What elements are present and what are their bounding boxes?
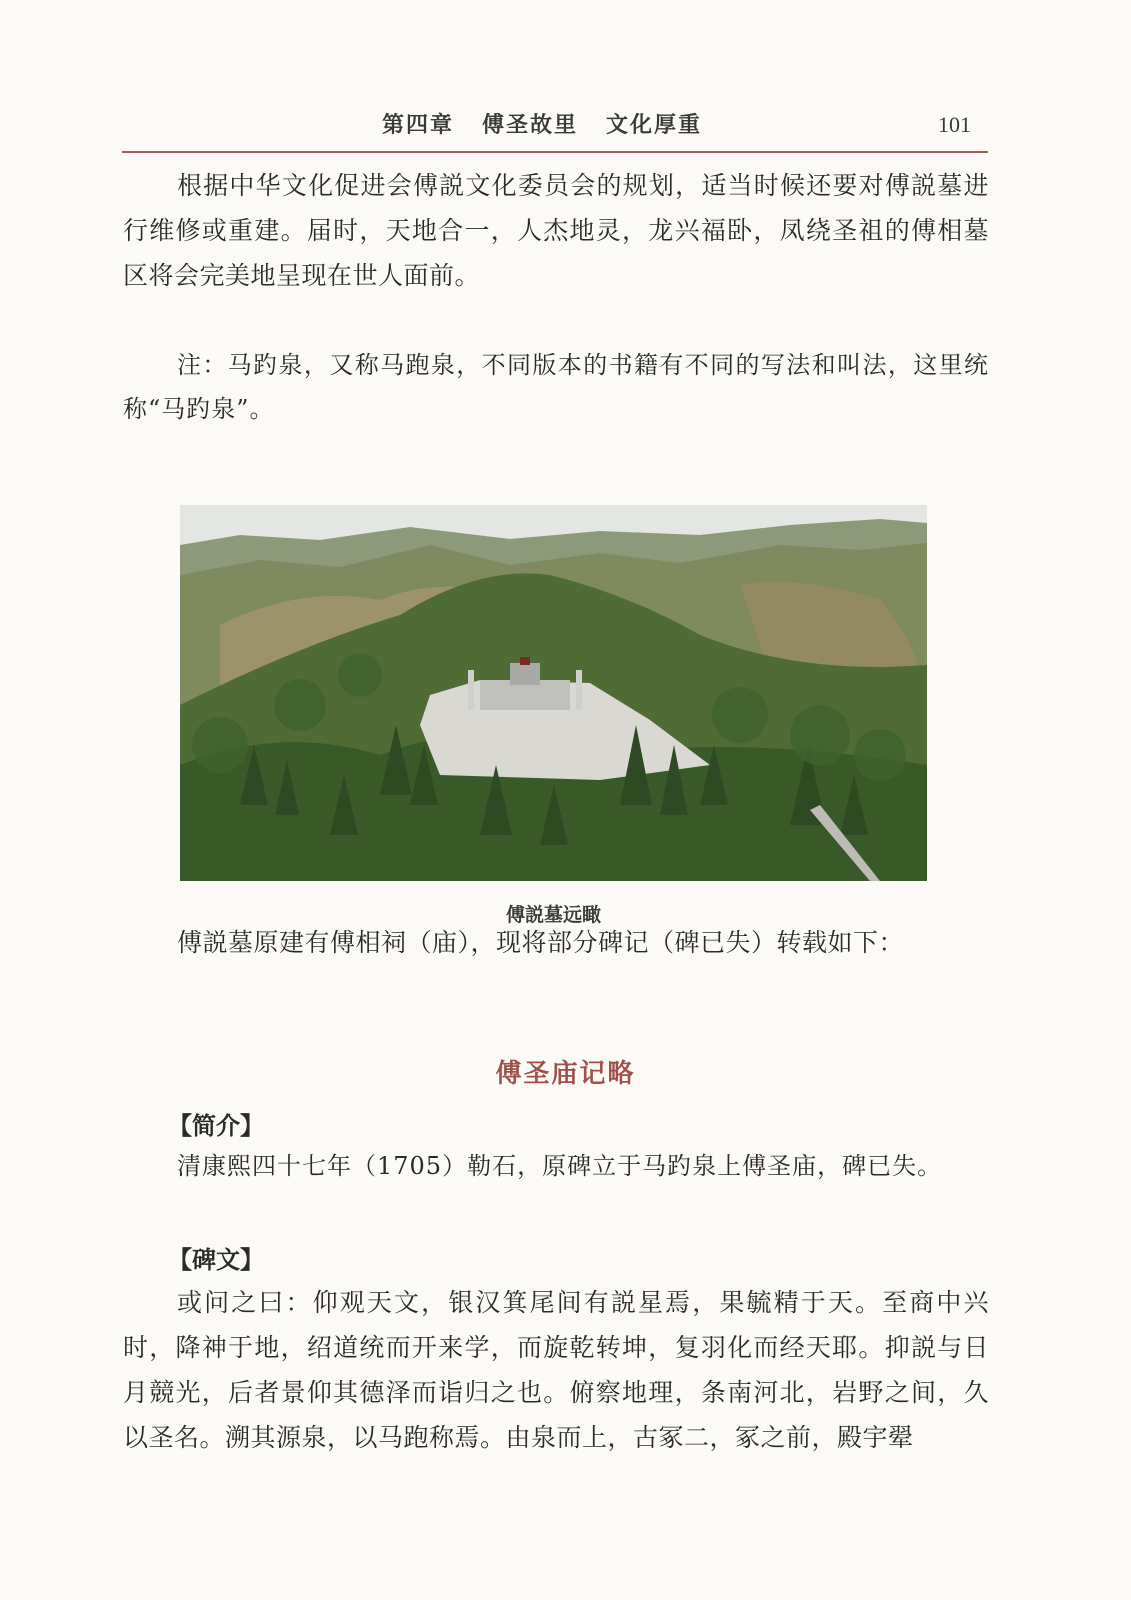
tomb-photo-illustration bbox=[180, 505, 927, 881]
paragraph-plan: 根据中华文化促进会傅説文化委员会的规划，适当时候还要对傅説墓进行维修或重建。届时，天地合一，人杰地灵，龙兴福卧，凤绕圣祖的傅相墓区将会完美地呈现在世人面前。 bbox=[123, 171, 989, 290]
paragraph-intro-stele: 傅説墓原建有傅相祠（庙），现将部分碑记（碑已失）转载如下： bbox=[177, 928, 905, 957]
section-title: 傅圣庙记略 bbox=[495, 1059, 636, 1089]
page-number: 101 bbox=[938, 112, 971, 137]
chapter-title-part1: 傅圣故里 bbox=[482, 113, 579, 138]
running-head bbox=[382, 108, 730, 139]
chapter-title-part2: 文化厚重 bbox=[606, 113, 703, 138]
note-paragraph: 注：马趵泉，又称马跑泉，不同版本的书籍有不同的写法和叫法，这里统称“马趵泉”。 bbox=[123, 351, 989, 423]
stele-text-body: 或问之曰：仰观天文，银汉箕尾间有説星焉，果毓精于天。至商中兴时，降神于地，绍道统而开来学，而旋乾转坤，复羽化而经天耶。抑説与日月競光，后者景仰其德泽而诣归之也。俯察地理，条南河北，岩野之间，久以圣名。溯其源泉，以马跑称焉。由泉而上，古冢二，冢之前，殿宇翚 bbox=[123, 1288, 989, 1452]
header-rule bbox=[122, 151, 988, 153]
intro-heading: 【简介】 bbox=[168, 1112, 264, 1140]
stele-text-heading: 【碑文】 bbox=[168, 1246, 264, 1274]
chapter-label: 第四章 bbox=[382, 113, 455, 138]
photo-caption: 傅説墓远瞰 bbox=[505, 904, 601, 926]
intro-text: 清康熙四十七年（1705）勒石，原碑立于马趵泉上傅圣庙，碑已失。 bbox=[177, 1152, 943, 1180]
tomb-photo bbox=[180, 505, 927, 881]
